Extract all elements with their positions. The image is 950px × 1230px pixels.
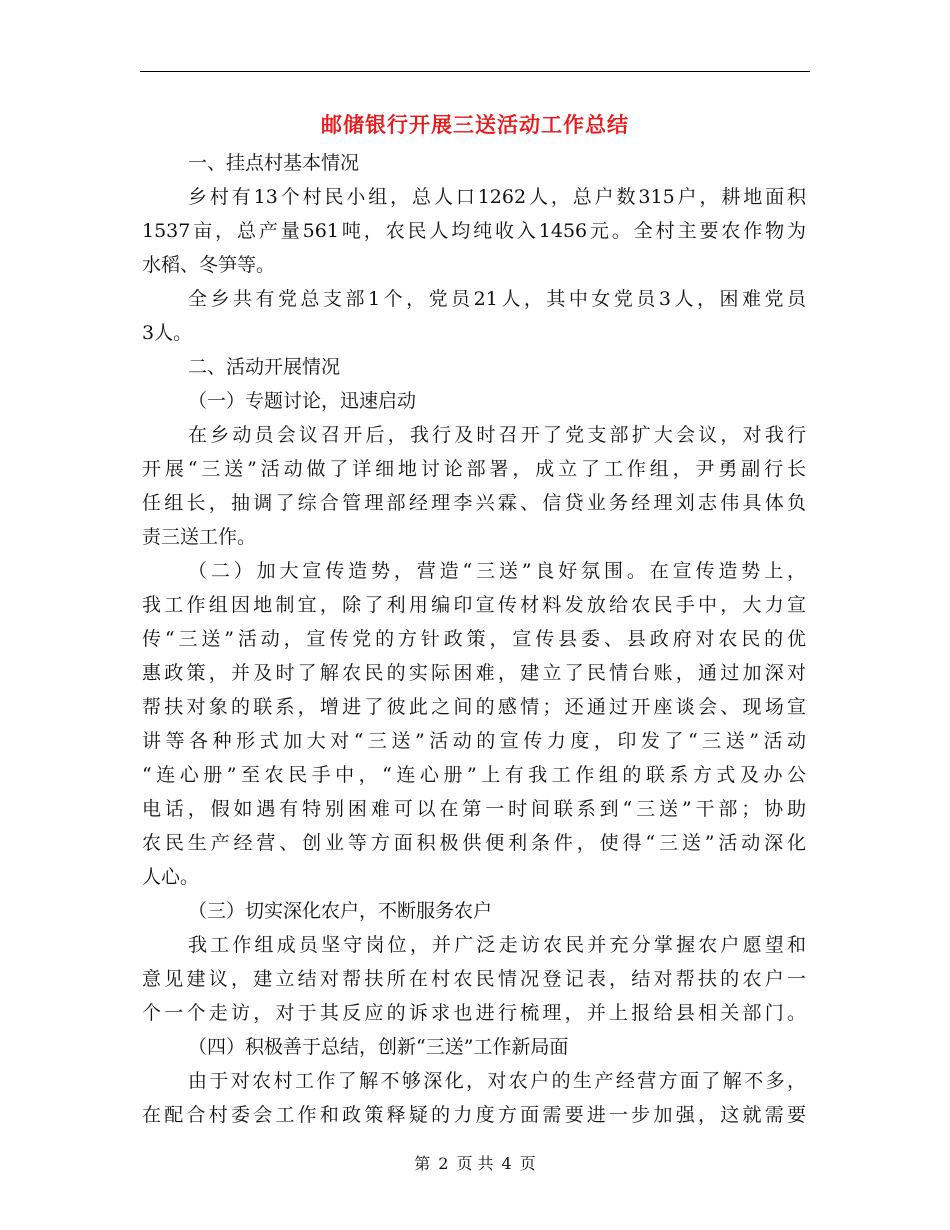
subsection-heading: （二）加大宣传造势，营造“三送”良好氛围。在宣传造势上， bbox=[188, 560, 806, 582]
document-body bbox=[142, 146, 806, 1132]
current-page-number: 2 bbox=[438, 1154, 449, 1173]
paragraph-line: 农民生产经营、创业等方面积极供便利条件，使得“三送”活动深化 bbox=[142, 832, 806, 854]
paragraph-line: 全乡共有党总支部1个，党员21人，其中女党员3人，困难党员 bbox=[188, 288, 806, 310]
page-label-mid: 页 共 bbox=[456, 1154, 494, 1173]
header-rule bbox=[140, 71, 810, 72]
paragraph-line: 1537亩，总产量561吨，农民人均纯收入1456元。全村主要农作物为 bbox=[142, 220, 806, 242]
paragraph-line: 责三送工作。 bbox=[142, 526, 257, 548]
section-heading-1: 一、挂点村基本情况 bbox=[188, 152, 360, 174]
paragraph-line: 讲等各种形式加大对“三送”活动的宣传力度，印发了“三送”活动 bbox=[142, 730, 806, 752]
paragraph-line: 乡村有13个村民小组，总人口1262人，总户数315户，耕地面积 bbox=[188, 186, 806, 208]
subsection-heading: （三）切实深化农户，不断服务农户 bbox=[188, 900, 493, 922]
paragraph-line: 开展“三送”活动做了详细地讨论部署，成立了工作组，尹勇副行长 bbox=[142, 458, 806, 480]
paragraph-line: 任组长，抽调了综合管理部经理李兴霖、信贷业务经理刘志伟具体负 bbox=[142, 492, 806, 514]
paragraph-line: 在配合村委会工作和政策释疑的力度方面需要进一步加强，这就需要 bbox=[142, 1104, 806, 1126]
paragraph-line: 我工作组成员坚守岗位，并广泛走访农民并充分掌握农户愿望和 bbox=[188, 934, 806, 956]
paragraph-line: 水稻、冬笋等。 bbox=[142, 254, 276, 276]
page-footer bbox=[0, 1152, 950, 1176]
paragraph-line: 个一个走访，对于其反应的诉求也进行梳理，并上报给县相关部门。 bbox=[142, 1002, 806, 1024]
paragraph-line: 在乡动员会议召开后，我行及时召开了党支部扩大会议，对我行 bbox=[188, 424, 806, 446]
paragraph-line: 由于对农村工作了解不够深化，对农户的生产经营方面了解不多， bbox=[188, 1070, 806, 1092]
paragraph-line: 人心。 bbox=[142, 866, 200, 888]
paragraph-line: 意见建议，建立结对帮扶所在村农民情况登记表，结对帮扶的农户一 bbox=[142, 968, 806, 990]
section-heading-2: 二、活动开展情况 bbox=[188, 356, 341, 378]
total-pages-number: 4 bbox=[501, 1154, 512, 1173]
subsection-heading: （一）专题讨论，迅速启动 bbox=[188, 390, 417, 412]
paragraph-line: 电话，假如遇有特别困难可以在第一时间联系到“三送”干部；协助 bbox=[142, 798, 806, 820]
paragraph-line: 3人。 bbox=[142, 322, 193, 344]
paragraph-line: “连心册”至农民手中，“连心册”上有我工作组的联系方式及办公 bbox=[142, 764, 806, 786]
document-title: 邮储银行开展三送活动工作总结 bbox=[321, 112, 629, 137]
page-label-prefix: 第 bbox=[414, 1154, 431, 1173]
subsection-heading: （四）积极善于总结，创新“三送”工作新局面 bbox=[188, 1036, 569, 1058]
paragraph-line: 帮扶对象的联系，增进了彼此之间的感情；还通过开座谈会、现场宣 bbox=[142, 696, 806, 718]
page-label-suffix: 页 bbox=[519, 1154, 536, 1173]
paragraph-line: 我工作组因地制宜，除了利用编印宣传材料发放给农民手中，大力宣 bbox=[142, 594, 806, 616]
paragraph-line: 传“三送”活动，宣传党的方针政策，宣传县委、县政府对农民的优 bbox=[142, 628, 806, 650]
paragraph-line: 惠政策，并及时了解农民的实际困难，建立了民情台账，通过加深对 bbox=[142, 662, 806, 684]
